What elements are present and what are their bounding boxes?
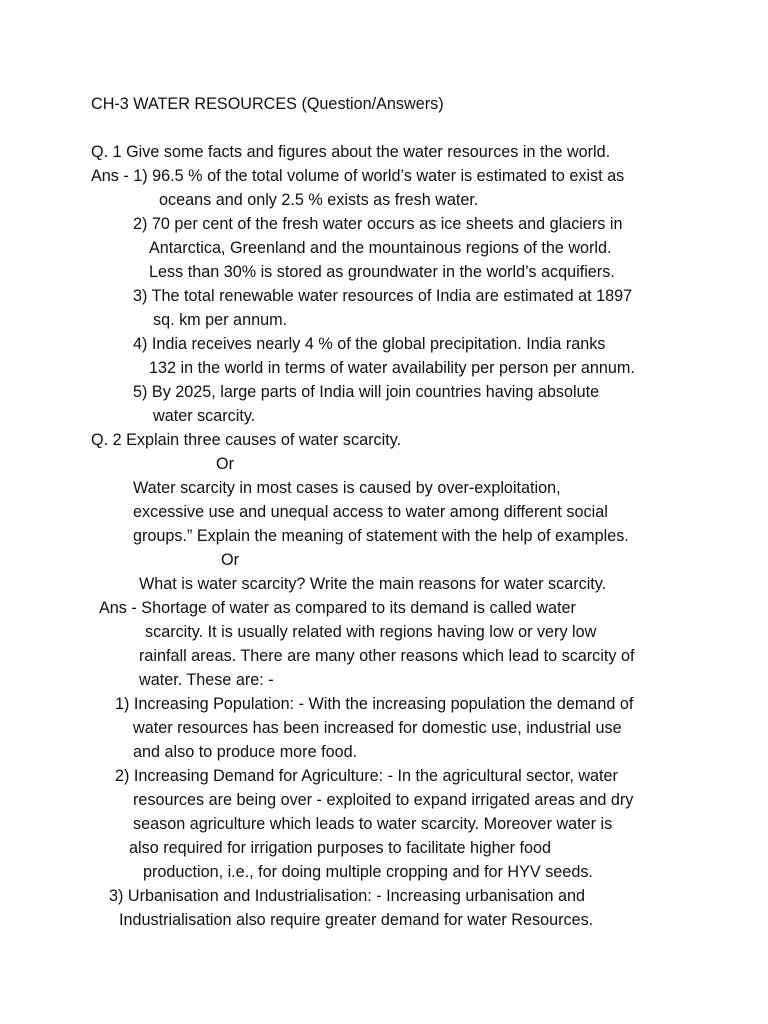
answer-line: Ans - 1) 96.5 % of the total volume of world’s water is estimated to exist as	[91, 167, 625, 185]
document-title: CH-3 WATER RESOURCES (Question/Answers)	[91, 95, 444, 113]
or-separator: Or	[216, 455, 234, 473]
question-line: What is water scarcity? Write the main reasons for water scarcity.	[139, 575, 607, 593]
answer-line: sq. km per annum.	[153, 311, 288, 329]
question-line: Water scarcity in most cases is caused by over-exploitation,	[133, 479, 561, 497]
or-separator: Or	[221, 551, 239, 569]
answer-line: season agriculture which leads to water scarcity. Moreover water is	[133, 815, 613, 833]
answer-line: 2) 70 per cent of the fresh water occurs as ice sheets and glaciers in	[133, 215, 623, 233]
answer-line: Industrialisation also require greater demand for water Resources.	[119, 911, 594, 929]
answer-line: production, i.e., for doing multiple cropping and for HYV seeds.	[143, 863, 593, 881]
answer-line: water. These are: -	[139, 671, 274, 689]
question-2: Q. 2 Explain three causes of water scarcity.	[91, 431, 402, 449]
answer-line: Antarctica, Greenland and the mountainous regions of the world.	[149, 239, 612, 257]
question-line: groups.” Explain the meaning of statement with the help of examples.	[133, 527, 629, 545]
answer-line: scarcity. It is usually related with regions having low or very low	[145, 623, 597, 641]
answer-line: 132 in the world in terms of water availability per person per annum.	[149, 359, 635, 377]
answer-line: 3) Urbanisation and Industrialisation: - Increasing urbanisation and	[109, 887, 586, 905]
answer-line: also required for irrigation purposes to facilitate higher food	[129, 839, 552, 857]
answer-line: and also to produce more food.	[133, 743, 358, 761]
answer-line: Less than 30% is stored as groundwater in the world’s acquifiers.	[149, 263, 615, 281]
answer-line: rainfall areas. There are many other reasons which lead to scarcity of	[139, 647, 635, 665]
answer-line: water scarcity.	[153, 407, 256, 425]
answer-line: resources are being over - exploited to expand irrigated areas and dry	[133, 791, 634, 809]
answer-line: oceans and only 2.5 % exists as fresh water.	[159, 191, 479, 209]
answer-line: water resources has been increased for domestic use, industrial use	[133, 719, 622, 737]
answer-line: 4) India receives nearly 4 % of the global precipitation. India ranks	[133, 335, 606, 353]
answer-line: 5) By 2025, large parts of India will join countries having absolute	[133, 383, 600, 401]
answer-line: 3) The total renewable water resources of India are estimated at 1897	[133, 287, 633, 305]
answer-line: 2) Increasing Demand for Agriculture: - In the agricultural sector, water	[115, 767, 618, 785]
question-line: excessive use and unequal access to water among different social	[133, 503, 608, 521]
answer-line: Ans - Shortage of water as compared to its demand is called water	[99, 599, 576, 617]
answer-line: 1) Increasing Population: - With the increasing population the demand of	[115, 695, 634, 713]
question-1: Q. 1 Give some facts and figures about the water resources in the world.	[91, 143, 611, 161]
